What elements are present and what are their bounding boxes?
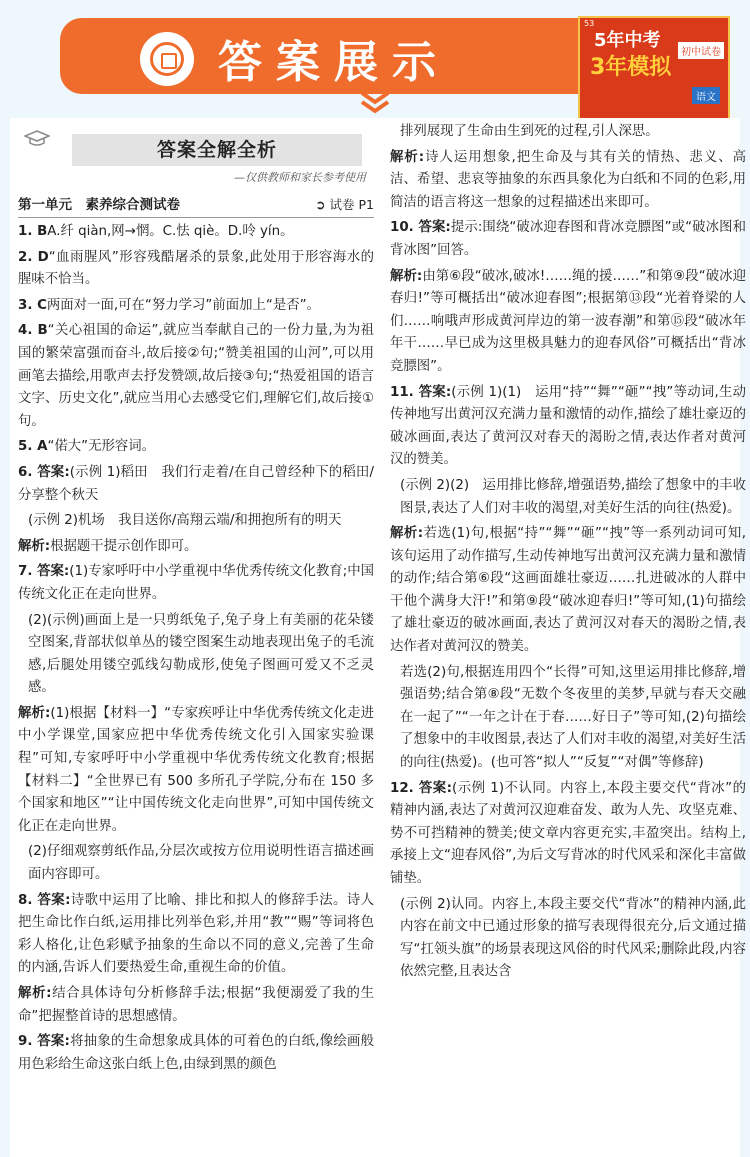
answer-item xyxy=(18,462,374,507)
answer-item xyxy=(18,610,374,700)
answer-label: 解析: xyxy=(390,268,423,284)
answer-label: 10. 答案: xyxy=(390,220,451,236)
answer-text: A.纤 qiàn,网→惘。C.怯 qiè。D.呤 yín。 xyxy=(47,224,294,239)
answer-label: 2. D xyxy=(18,249,49,265)
chevron-down-icon xyxy=(358,90,392,116)
answer-text: 若选(1)句,根据“持”“舞”“砸”“拽”等一系列动词可知,该句运用了动作描写,生动传神地写出黄河汉充满力量和激情的动作;结合第⑥段“这画面雄壮豪迈……扎进破冰的人群中干他个满身大汗!”和第⑨段“破冰迎春归!”等可知,(1)句描绘了雄壮豪迈的破冰画面,表达了黄河汉对春天的渴盼之情,表达作者对黄河汉的赞美。 xyxy=(390,526,746,655)
page-title: 答案全解全析 xyxy=(72,134,362,166)
answer-text: 若选(2)句,根据连用四个“长得”可知,这里运用排比修辞,增强语势;结合第⑧段“无数个冬夜里的美梦,早就与春天交融在一起了”“一年之计在于春……好日子”等可知,(2)句描绘了想象中的丰收图景,表达了人们对丰收的渴望,对美好生活的向往(热爱)。(也可答“拟人”“反复”“对偶”等修辞) xyxy=(400,664,746,771)
answer-label: 12. 答案: xyxy=(390,780,453,796)
answer-item xyxy=(18,320,374,433)
answer-item xyxy=(390,382,746,472)
answer-label: 7. 答案: xyxy=(18,564,70,580)
answer-label: 3. C xyxy=(18,297,47,313)
answer-item xyxy=(18,561,374,606)
answer-item xyxy=(18,536,374,559)
answer-text: 两面对一面,可在“努力学习”前面加上“是否”。 xyxy=(46,297,320,313)
banner-title: 答案展示 xyxy=(218,37,450,88)
answer-text: (2)(示例)画面上是一只剪纸兔子,兔子身上有美丽的花朵镂空图案,背部状似单丛的镂空图案生动地表现出兔子的毛流感,后腿处用镂空弧线勾勒成形,使兔子图画可爱又不乏灵感。 xyxy=(28,612,374,696)
answer-item xyxy=(18,703,374,839)
book-cover xyxy=(578,16,730,120)
answer-text: 由第⑥段“破冰,破冰!……绳的援……”和第⑨段“破冰迎春归!”等可概括出“破冰迎春图”;根据第⑬段“光着脊梁的人们……响哦声形成黄河岸边的第一波春潮”和第⑮段“破冰年年干……早已成为这里极具魅力的迎春风俗”可概括出“背冰竞膘图”。 xyxy=(390,268,746,374)
answer-text: 诗歌中运用了比喻、排比和拟人的修辞手法。诗人把生命比作白纸,运用排比列举色彩,并用“教”“赐”等词将色彩人格化,让色彩赋予抽象的生命以不同的意义,完善了生命的内涵,告诉人们要热爱生命,重视生命的价值。 xyxy=(18,892,375,976)
left-column xyxy=(18,118,374,1076)
answer-label: 解析: xyxy=(390,526,424,542)
answer-item xyxy=(18,247,374,292)
answer-text: 根据题干提示创作即可。 xyxy=(50,538,198,554)
book-tag: 初中试卷 xyxy=(678,42,724,59)
answer-item xyxy=(390,894,746,984)
answer-label: 6. 答案: xyxy=(18,464,70,480)
answer-label: 8. 答案: xyxy=(18,892,71,908)
answer-item xyxy=(18,983,374,1028)
answer-item xyxy=(18,295,374,318)
answer-page xyxy=(10,118,746,1157)
answer-text: (示例 1)稻田 我们行走着/在自己曾经种下的稻田/分享整个秋天 xyxy=(18,464,375,503)
answer-label: 1. B xyxy=(18,224,48,239)
unit-title: 第一单元 素养综合测试卷 xyxy=(18,197,180,213)
answer-text: (示例 2)机场 我目送你/高翔云端/和拥抱所有的明天 xyxy=(28,513,342,529)
answer-text: (示例 1)不认同。内容上,本段主要交代“背冰”的精神内涵,表达了对黄河汉迎难奋发、敢为人先、攻坚克难、势不可挡精神的赞美;使文章内容更充实,丰盈突出。结构上,承接上文“迎春风俗”,为后文写背冰的时代风采和深化丰富做铺垫。 xyxy=(390,780,746,886)
answer-label: 11. 答案: xyxy=(390,384,452,400)
answer-text: (示例 1)(1) 运用“持”“舞”“砸”“拽”等动词,生动传神地写出黄河汉充满力量和激情的动作,描绘了雄壮豪迈的破冰画面,表达了黄河汉对春天的渴盼之情,表达作者对黄河汉的赞美。 xyxy=(390,384,746,468)
header xyxy=(18,124,374,168)
answer-item xyxy=(390,523,746,659)
answer-item xyxy=(390,475,746,520)
answer-label: 解析: xyxy=(18,986,52,1001)
answer-item xyxy=(18,841,374,886)
answer-text: (1)根据【材料一】“专家疾呼让中华优秀传统文化走进中小学课堂,国家应把中华优秀传统文化引入国家实验课程”可知,专家呼吁中小学重视中华优秀传统文化教育;根据【材料二】“全世界已有 500 多所孔子学院,分布在 150 多个国家和地区”“让中国传统文化走向世界”,可知中国传统文化正在走向世界。 xyxy=(18,705,374,834)
book-title-line2: 3年模拟 xyxy=(590,55,672,80)
graduation-cap-icon xyxy=(24,130,50,148)
answer-text: (示例 2)认同。内容上,本段主要交代“背冰”的精神内涵,此内容在前文中已通过形象的描写表现得很充分,后文通过描写“扛领头旗”的场景表现这风俗的时代风采;删除此段,内容依然完整,且表达含 xyxy=(400,896,746,980)
answer-text: (示例 2)(2) 运用排比修辞,增强语势,描绘了想象中的丰收图景,表达了人们对丰收的渴望,对美好生活的向往(热爱)。 xyxy=(400,477,746,516)
answer-item xyxy=(390,147,746,215)
unit-page-ref: ➲ 试卷 P1 xyxy=(315,197,374,212)
answer-label: 5. A xyxy=(18,439,48,455)
answer-label: 9. 答案: xyxy=(18,1034,70,1050)
book-subject: 语文 xyxy=(692,87,720,104)
answer-text: “关心祖国的命运”,就应当奉献自己的一份力量,为为祖国的繁荣富强而奋斗,故后接②句;“赞美祖国的山河”,可以用画笔去描绘,用歌声去抒发赞颂,故后接③句;“热爱祖国的语言文字、历史文化”,就应当用心去感受它们,理解它们,故后接①句。 xyxy=(18,323,374,429)
book-title-line1: 5年中考 xyxy=(594,30,661,51)
page-subtitle: —仅供教师和家长参考使用 xyxy=(234,171,366,184)
answer-text: 将抽象的生命想象成具体的可着色的白纸,像绘画般用色彩给生命这张白纸上色,由绿到黑的颜色 xyxy=(18,1034,374,1072)
answer-item xyxy=(18,436,374,459)
answer-text: 诗人运用想象,把生命及与其有关的情热、悲义、高洁、希望、悲哀等抽象的东西具象化为白纸和不同的色彩,用简洁的语言将这一想象的过程描述出来即可。 xyxy=(390,149,746,210)
answer-text: “偌大”无形容词。 xyxy=(47,439,156,455)
answer-item xyxy=(18,1031,374,1076)
answer-text: 结合具体诗句分析修辞手法;根据“我便溺爱了我的生命”把握整首诗的思想感情。 xyxy=(18,986,374,1024)
answer-text: (2)仔细观察剪纸作品,分层次或按方位用说明性语言描述画面内容即可。 xyxy=(28,844,374,883)
answer-item xyxy=(390,662,746,775)
answer-item xyxy=(18,890,374,980)
answer-item xyxy=(18,510,374,533)
answer-label: 解析: xyxy=(18,538,51,554)
unit-heading xyxy=(18,194,374,218)
answer-text: “血雨腥风”形容残酷屠杀的景象,此处用于形容海水的腥味不恰当。 xyxy=(18,249,374,288)
banner-logo-icon xyxy=(140,32,194,86)
answer-item xyxy=(390,778,746,891)
answer-text: (1)专家呼吁中小学重视中华优秀传统文化教育;中国传统文化正在走向世界。 xyxy=(18,564,374,602)
answer-item xyxy=(18,221,374,244)
answer-label: 4. B xyxy=(18,323,48,339)
answer-label: 解析: xyxy=(18,705,51,721)
answer-label: 解析: xyxy=(390,149,425,165)
answer-text: 提示:围绕“破冰迎春图和背冰竞膘图”或“破冰图和背冰图”回答。 xyxy=(390,220,746,258)
answer-item xyxy=(390,217,746,262)
right-column xyxy=(390,118,746,984)
answer-item xyxy=(390,121,746,144)
answer-text: 排列展现了生命由生到死的过程,引人深思。 xyxy=(400,124,659,139)
answer-item xyxy=(390,266,746,379)
book-publisher: 53 xyxy=(584,19,595,28)
